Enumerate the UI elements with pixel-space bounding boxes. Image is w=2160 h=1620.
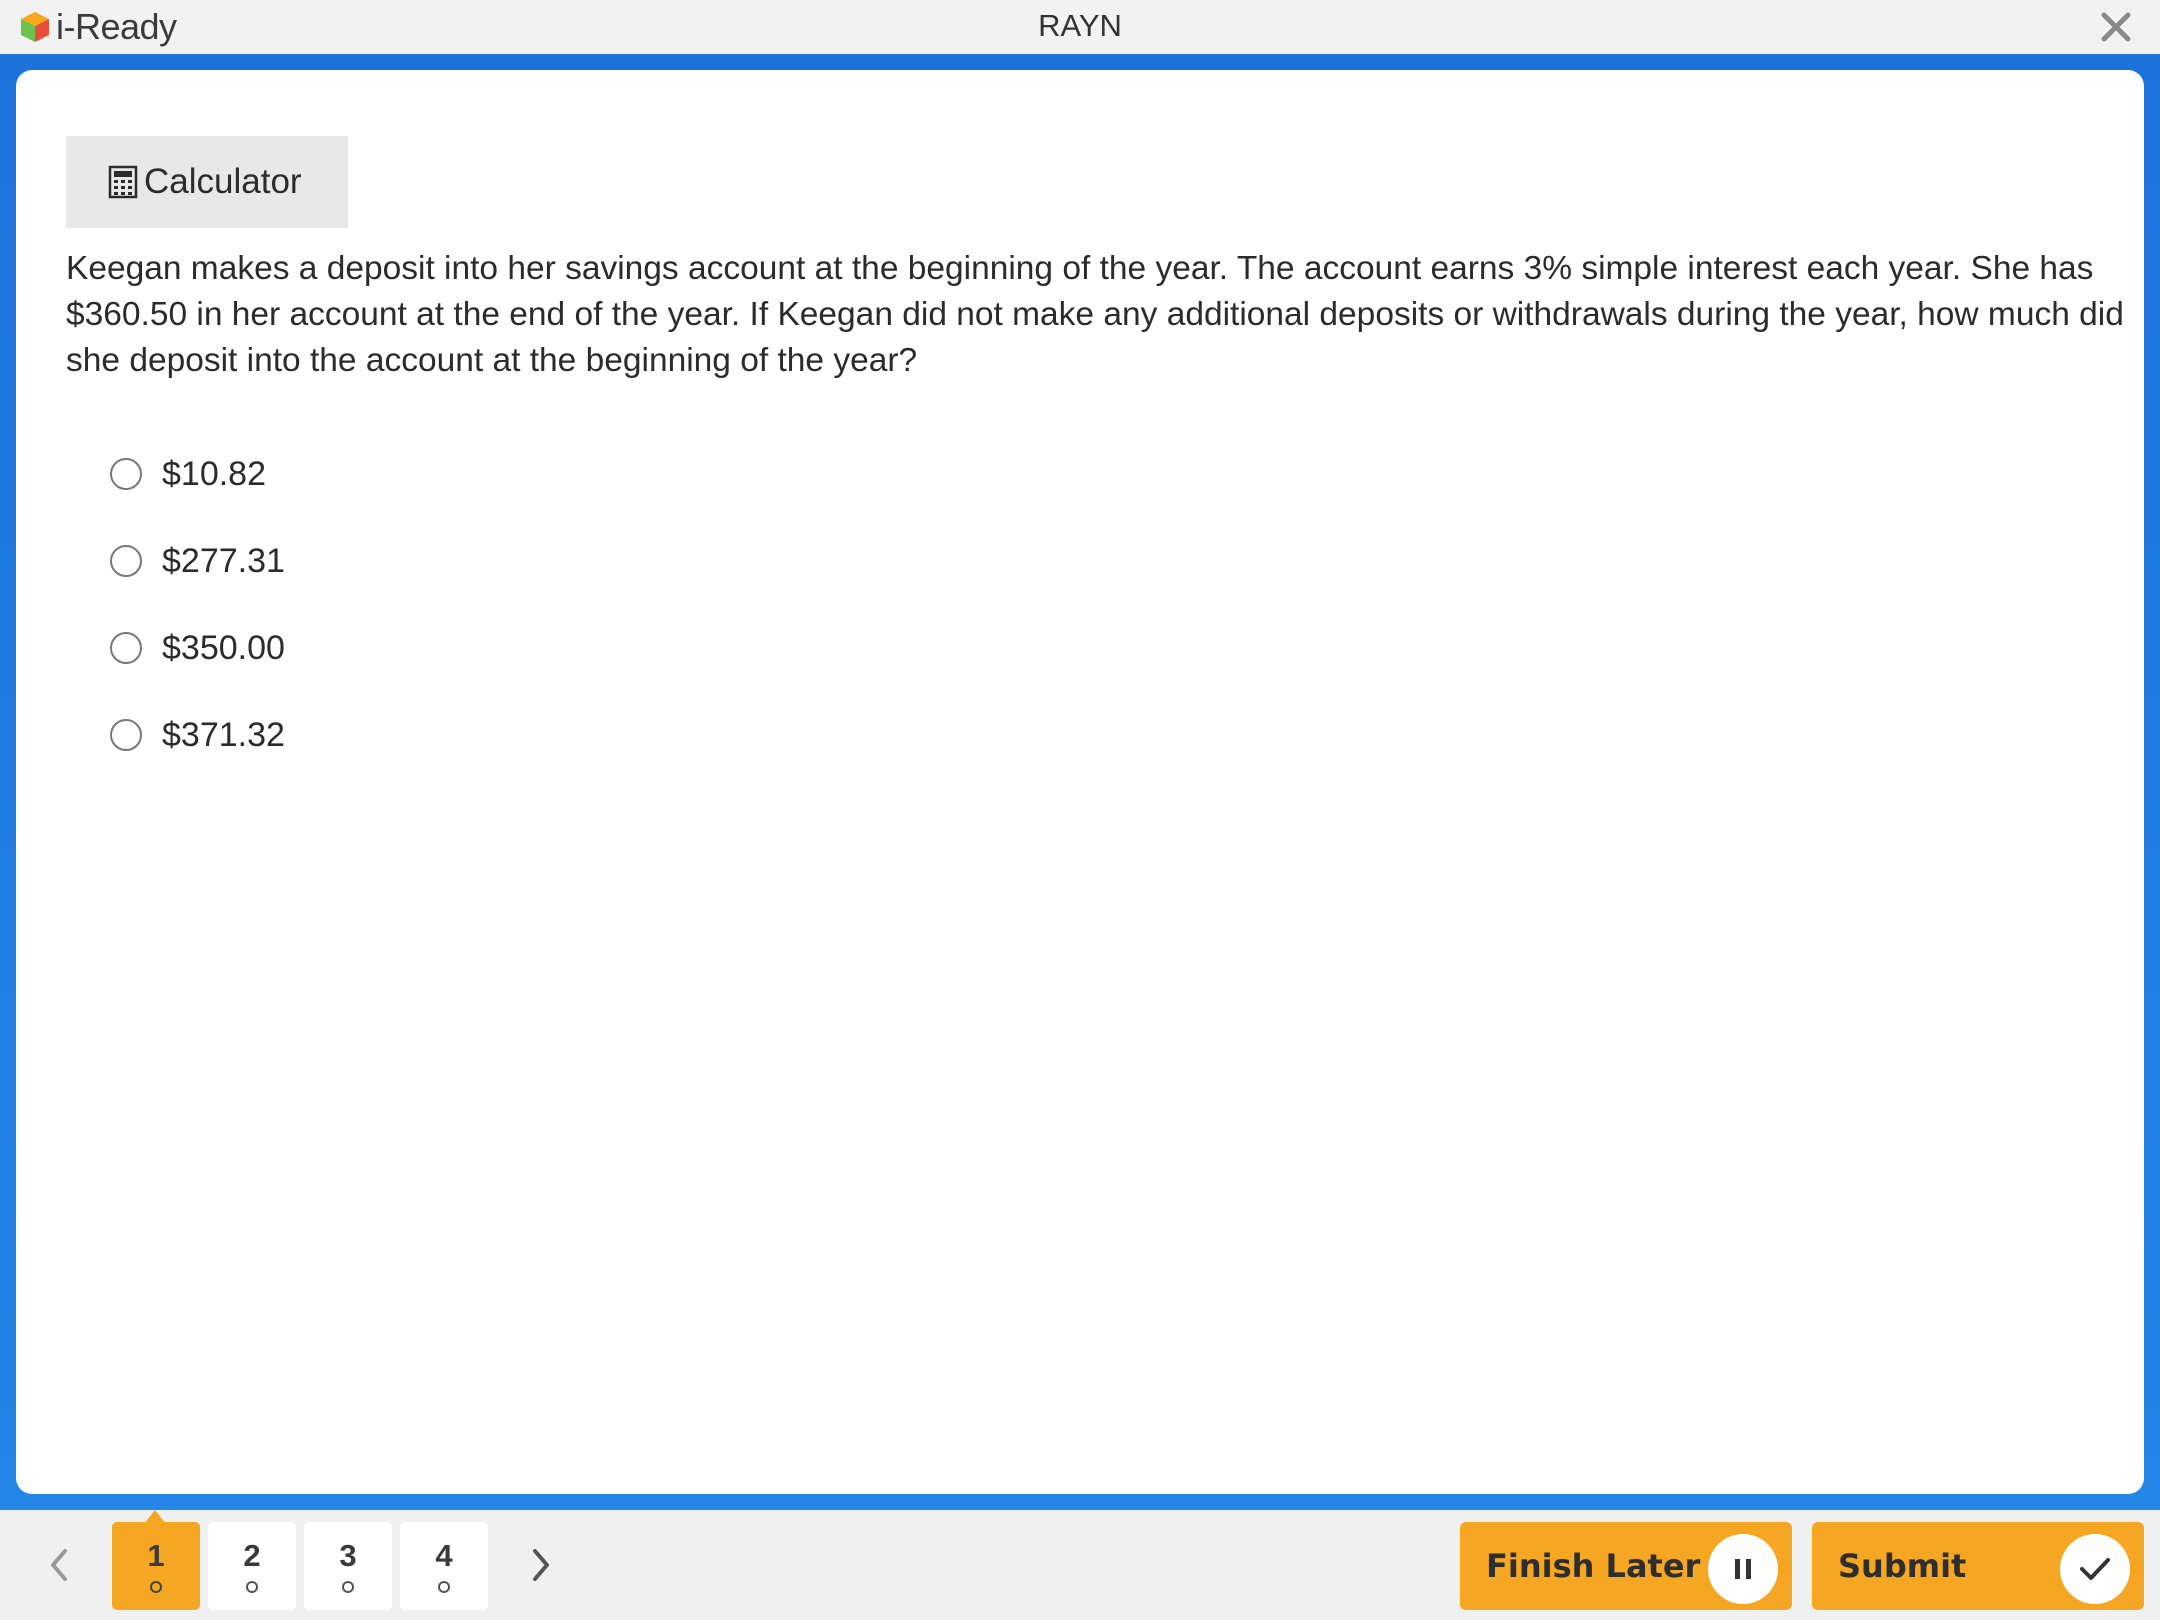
- question-tab-2[interactable]: [208, 1522, 296, 1610]
- next-question-button[interactable]: [516, 1530, 566, 1600]
- question-tab-1[interactable]: [112, 1522, 200, 1610]
- close-button[interactable]: [2094, 8, 2138, 46]
- checkmark-icon: [2060, 1534, 2130, 1604]
- top-bar: [0, 0, 2160, 54]
- user-name: RAYN: [1038, 8, 1122, 43]
- question-status-icon: [342, 1581, 354, 1593]
- question-tab-4[interactable]: [400, 1522, 488, 1610]
- submit-label: Submit: [1838, 1547, 1967, 1585]
- finish-later-label: Finish Later: [1486, 1547, 1701, 1585]
- content-frame: [0, 54, 2160, 1510]
- question-card: [16, 70, 2144, 1494]
- answer-choice-label: $277.31: [162, 541, 285, 580]
- chevron-right-icon: [529, 1547, 553, 1583]
- answer-choice-c[interactable]: [110, 618, 285, 678]
- close-icon: [2100, 11, 2132, 43]
- previous-question-button[interactable]: [34, 1530, 84, 1600]
- chevron-left-icon: [47, 1547, 71, 1583]
- answer-choice-a[interactable]: [110, 444, 285, 504]
- question-status-icon: [246, 1581, 258, 1593]
- app-name: i-Ready: [56, 6, 177, 47]
- calculator-icon: [108, 165, 138, 199]
- answer-choices: [110, 444, 285, 792]
- answer-choice-label: $371.32: [162, 715, 285, 754]
- question-status-icon: [438, 1581, 450, 1593]
- answer-choice-b[interactable]: [110, 531, 285, 591]
- answer-choice-d[interactable]: [110, 705, 285, 765]
- radio-button[interactable]: [110, 458, 142, 490]
- question-number: 2: [243, 1538, 261, 1573]
- question-number: 1: [147, 1538, 165, 1573]
- question-text: Keegan makes a deposit into her savings account at the beginning of the year. The account earns 3% simple interest each year. She has $360.50 in her account at the end of the year. If Keegan did not make any additional deposits or withdrawals during the year, how much did she deposit into the account at the beginning of the year?: [66, 250, 2124, 379]
- bottom-navigation-bar: [0, 1510, 2160, 1620]
- question-number: 3: [339, 1538, 357, 1573]
- finish-later-button[interactable]: [1460, 1522, 1792, 1610]
- answer-choice-label: $10.82: [162, 454, 266, 493]
- question-tab-3[interactable]: [304, 1522, 392, 1610]
- radio-button[interactable]: [110, 632, 142, 664]
- submit-button[interactable]: [1812, 1522, 2144, 1610]
- radio-button[interactable]: [110, 719, 142, 751]
- question-number: 4: [435, 1538, 453, 1573]
- calculator-label: Calculator: [144, 162, 302, 201]
- radio-button[interactable]: [110, 545, 142, 577]
- answer-choice-label: $350.00: [162, 628, 285, 667]
- pause-icon: [1708, 1534, 1778, 1604]
- question-status-icon: [150, 1581, 162, 1593]
- calculator-button[interactable]: [66, 136, 348, 228]
